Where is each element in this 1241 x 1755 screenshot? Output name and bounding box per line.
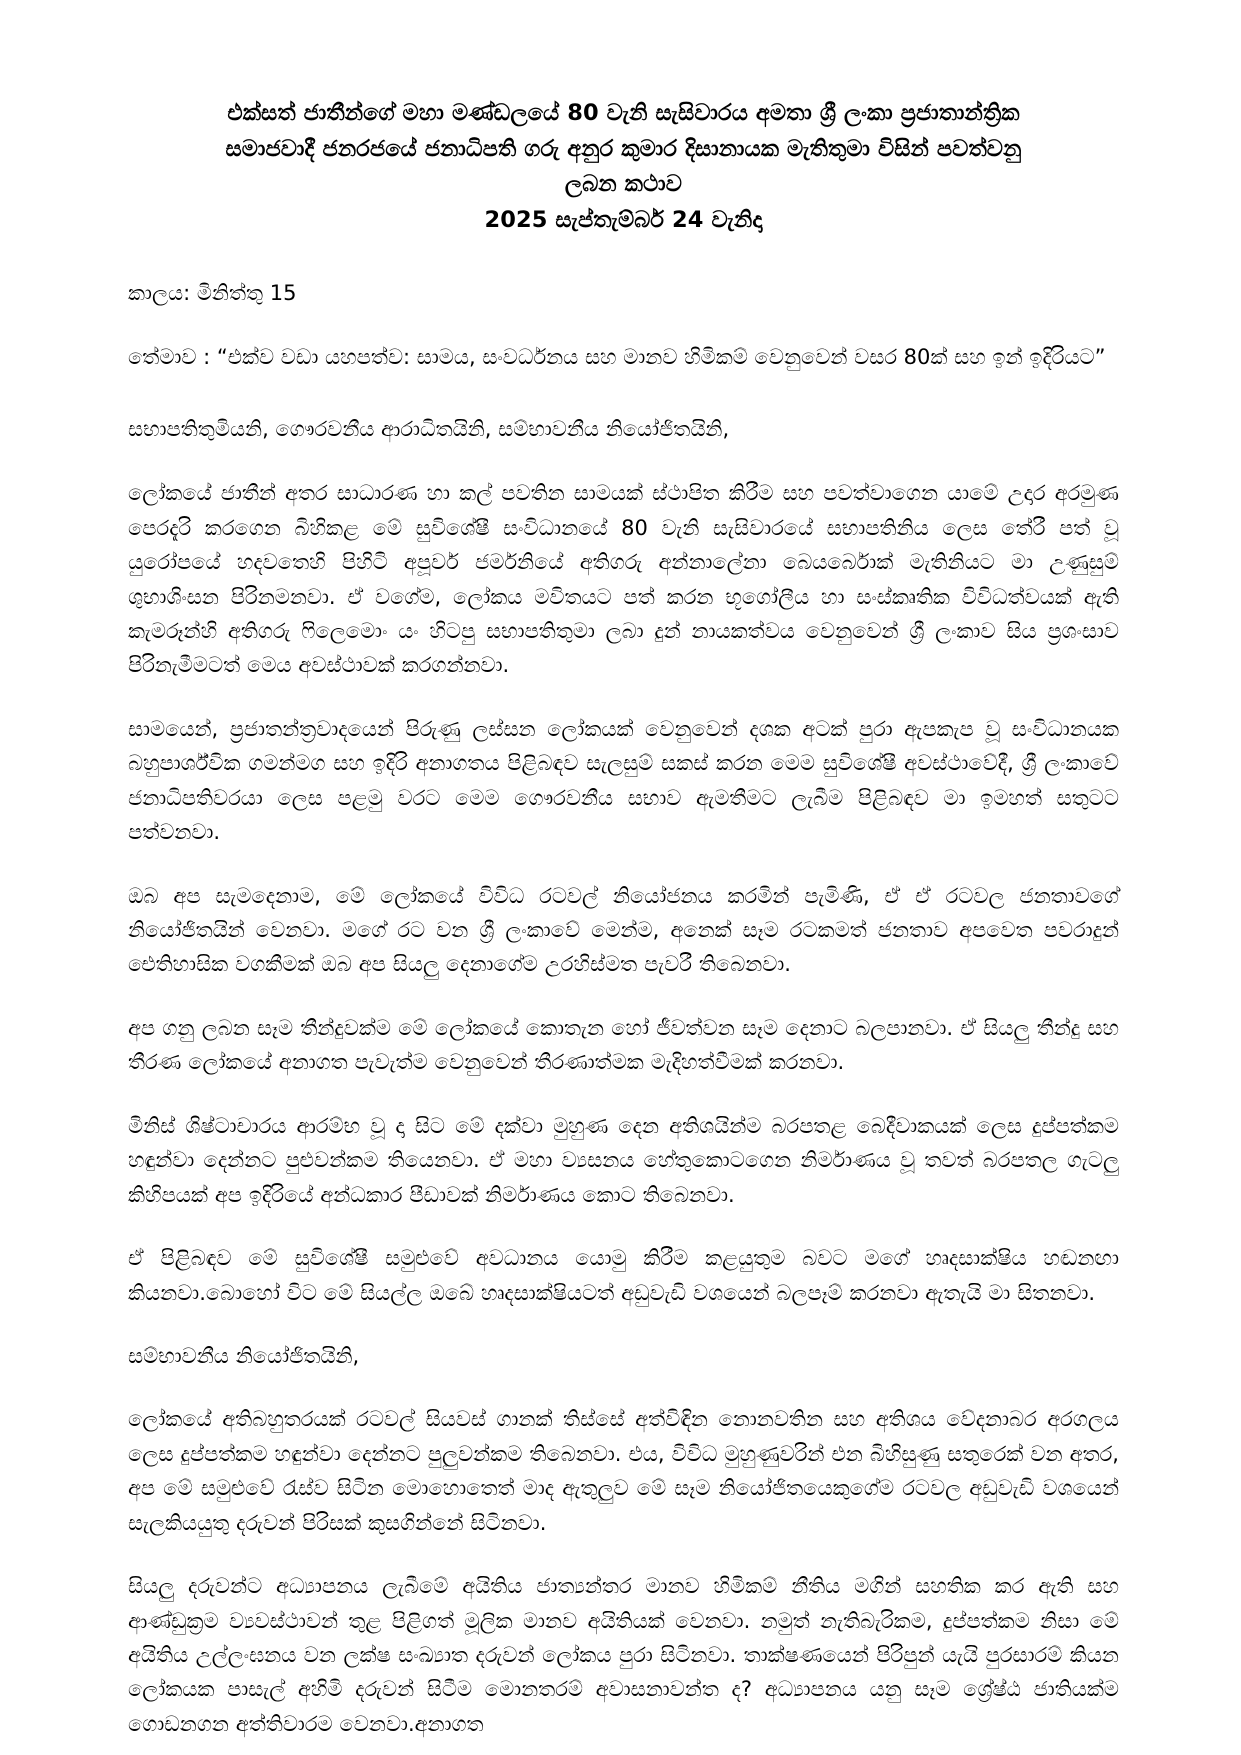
paragraph: අප ගනු ලබන සෑම තීන්දුවක්ම මේ ලෝකයේ කොතැන හෝ ජීවත්වන සෑම දෙනාට බලපානවා. ඒ සියලු තීන්දු සහ තීරණ ලෝකයේ අනාගත පැවැත්ම වෙනුවෙන් තීරණාත්මක මැදිහත්වීමක් කරනවා. <box>128 1015 1119 1075</box>
paragraph: ඔබ අප සැමදෙනාම, මේ ලෝකයේ විවිධ රටවල් නියෝජනය කරමින් පැමිණි, ඒ ඒ රටවල ජනතාවගේ නියෝජිතයින් වෙනවා. මගේ රට වන ශ්‍රී ලංකාවේ මෙන්ම, අනෙක් සෑම රටකමත් ජනතාව අපවෙත පවරාදුන් ඓතිහාසික වගකීමක් ඔබ අප සියලු දෙනාගේම උරහිස්මත පැවරී තිබෙනවා. <box>128 883 1119 977</box>
title-line-3: ලබන කථාව <box>564 171 683 198</box>
duration-label: කාලය: මිනිත්තු 15 <box>128 281 297 306</box>
document-date: 2025 සැප්තැම්බර් 24 වැනිදා <box>484 206 763 233</box>
theme-label: තේමාව : “එක්ව වඩා යහපත්ව: සාමය, සංවර්ධනය සහ මානව හිමිකම් වෙනුවෙන් වසර 80ක් සහ ඉන් ඉදිරියට” <box>128 345 1106 370</box>
title-line-1: එක්සත් ජාතීන්ගේ මහා මණ්ඩලයේ 80 වැනි සැසිවාරය අමතා ශ්‍රී ලංකා ප්‍රජාතාන්ත්‍රික <box>227 100 1020 126</box>
mid-salutation: සම්භාවනීය නියෝජිතයිනි, <box>128 1343 360 1368</box>
salutation: සභාපතිතුමියනි, ගෞරවනීය ආරාධිතයිනි, සම්භාවනීය නියෝජිතයිනි, <box>128 417 730 442</box>
paragraph: සාමයෙන්, ප්‍රජාතන්ත්‍රවාදයෙන් පිරුණු ලස්සන ලෝකයක් වෙනුවෙන් දශක අටක් පුරා ඇපකැප වූ සංවිධානයක බහුපාර්ශ්වික ගමන්මග සහ ඉදිරි අනාගතය පිළිබඳව සැලසුම් සකස් කරන මෙම සුවිශේෂී අවස්ථාවේදී, ශ්‍රී ලංකාවේ ජනාධිපතිවරයා ලෙස පළමු වරට මෙම ගෞරවනීය සභාව ඇමතීමට ලැබීම පිළිබඳව මා ඉමහත් සතුටට පත්වනවා. <box>128 716 1119 845</box>
title-line-2: සමාජවාදී ජනරජයේ ජනාධිපති ගරු අනුර කුමාර දිසානායක මැතිතුමා විසින් පවත්වනු <box>225 135 1022 162</box>
paragraph: මිනිස් ශිෂ්ටාචාරය ආරම්භ වූ දා සිට මේ දක්වා මුහුණ දෙන අතිශයින්ම බරපතළ බෙදීවාකයක් ලෙස දුප්පත්කම හඳුන්වා දෙන්නට පුළුවන්කම තියෙනවා. ඒ මහා ව්‍යසනය හේතුකොටගෙන නිර්මාණය වූ තවත් බරපතල ගැටලු කිහිපයක් අප ඉදිරියේ අන්ධකාර පීඩාවක් නිර්මාණය කොට තිබෙනවා. <box>128 1113 1119 1207</box>
paragraph: ලෝකයේ ජාතීන් අතර සාධාරණ හා කල් පවතින සාමයක් ස්ථාපිත කිරීම සහ පවත්වාගෙන යාමේ උදාර අරමුණ පෙරදැරි කරගෙන බිහිකළ මේ සුවිශේෂී සංවිධානයේ 80 වැනි සැසිවාරයේ සභාපතිනිය ලෙස තේරී පත් වූ යුරෝපයේ හදවතෙහි පිහිටි අපූර්ව ජර්මනියේ අතිගරු අන්නාලේනා බෙයර්බොක් මැතිනියට මා උණුසුම් ශුභාශිංසන පිරිනමනවා. ඒ වගේම, ලෝකය මවිතයට පත් කරන භූගෝලීය හා සංස්කෘතික විවිධත්වයක් ඇති කැමරූන්හි අතිගරු ෆිලෙමොං යං හිටපු සභාපතිතුමා ලබා දුන් නායකත්වය වෙනුවෙන් ශ්‍රී ලංකාව සිය ප්‍රශංසාව පිරිනැමීමටත් මෙය අවස්ථාවක් කරගන්නවා. <box>128 481 1119 678</box>
paragraph: ලෝකයේ අතිබහුතරයක් රටවල් සියවස් ගානක් තිස්සේ අත්විඳින නොනවතින සහ අතිශය වේදනාබර අරගලය ලෙස දුප්පත්කම හඳුන්වා දෙන්නට පුලුවන්කම තිබෙනවා. එය, විවිධ මුහුණුවරින් එන බිහිසුණු සතුරෙක් වන අතර, අප මේ සමුළුවේ රැස්ව සිටින මොහොතෙත් මාද ඇතුලුව මේ සෑම නියෝජිතයෙකුගේම රටවල අඩුවැඩි වශයෙන් සැලකියයුතු දරුවන් පිරිසක් කුසගින්නේ සිටිනවා. <box>128 1407 1119 1535</box>
document-title <box>128 96 1119 238</box>
document-body <box>128 476 1119 1741</box>
paragraph: සියලු දරුවන්ට අධ්‍යාපනය ලැබීමේ අයිතිය ජාත්‍යන්තර මානව හිමිකම් නීතිය මගින් සහතික කර ඇති සහ ආණ්ඩුක්‍රම ව්‍යවස්ථාවන් තුළ පිළිගත් මූලික මානව අයිතියක් වෙනවා. නමුත් නැතිබැරිකම, දුප්පත්කම නිසා මේ අයිතිය උල්ලංඝනය වන ලක්ෂ සංඛ්‍යාත දරුවන් ලෝකය පුරා සිටිනවා. තාක්ෂණයෙන් පිරිපුන් යැයි පුරසාරම් කියන ලෝකයක පාසැල් අහිමි දරුවන් සිටීම මොනතරම් අවාසනාවන්ත ද? අධ්‍යාපනය යනු සෑම ශ්‍රේෂ්ඨ ජාතියක්ම ගොඩනගන අත්තිවාරම වෙනවා.අනාගත <box>128 1574 1119 1736</box>
paragraph: ඒ පිළිබඳව මේ සුවිශේෂී සමුළුවේ අවධානය යොමු කිරීම කළයුතුම බවට මගේ හෘදසාක්ෂිය හඬනඟා කියනවා.බොහෝ විට මේ සියල්ල ඔබේ හෘදසාක්ෂියටත් අඩුවැඩි වශයෙන් බලපෑම් කරනවා ඇතැයි මා සිතනවා. <box>128 1246 1119 1305</box>
